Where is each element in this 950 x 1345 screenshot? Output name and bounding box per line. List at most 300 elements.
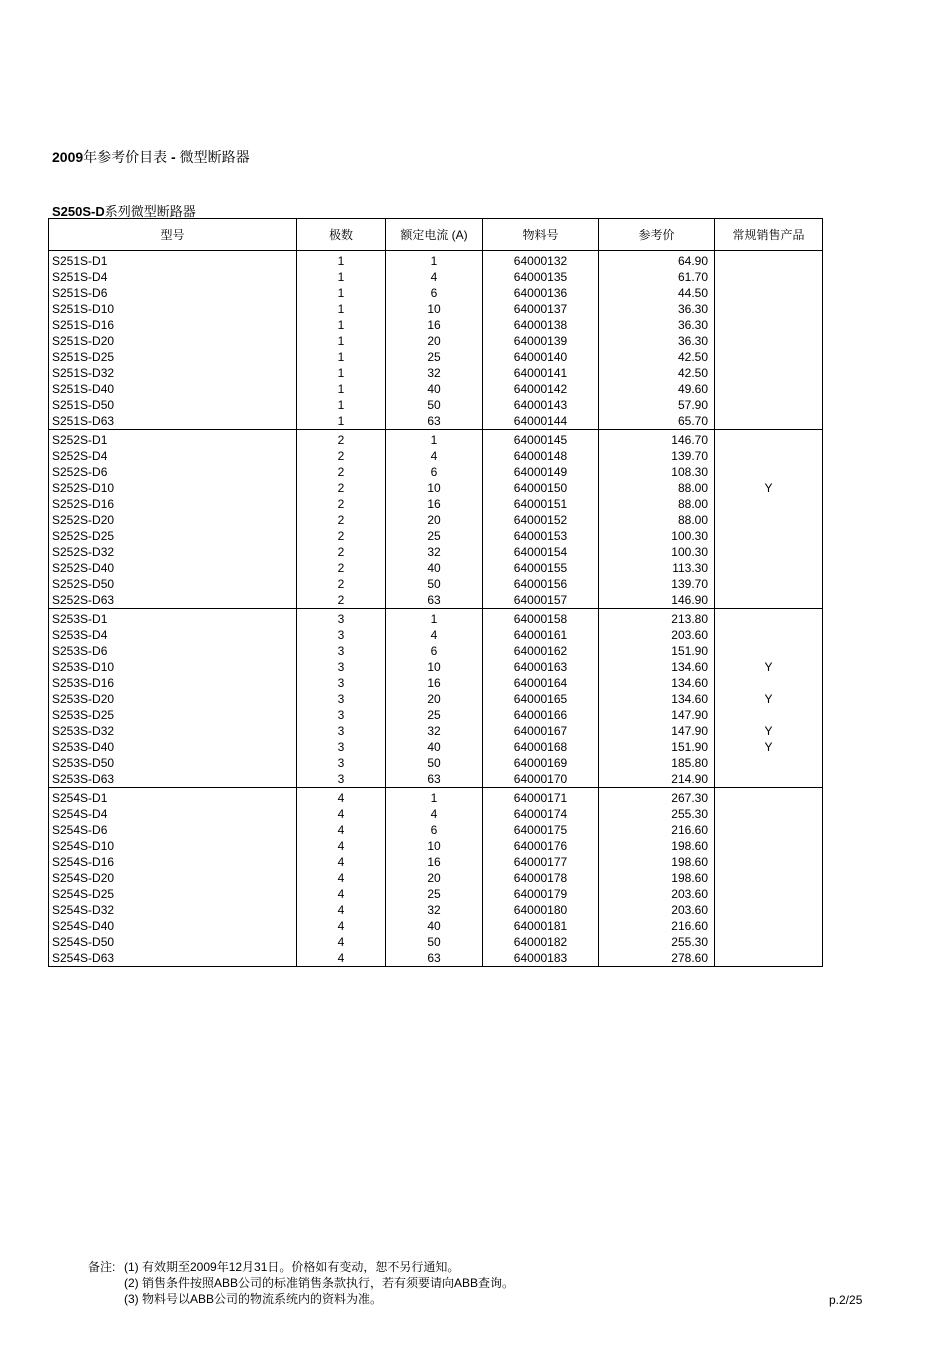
column-header-model: 型号 <box>49 219 297 251</box>
table-row <box>49 592 823 609</box>
cell-model: S252S-D20 <box>49 512 297 528</box>
cell-rated-current: 16 <box>386 675 483 691</box>
cell-rated-current: 40 <box>386 739 483 755</box>
column-header-poles: 极数 <box>297 219 386 251</box>
cell-model: S252S-D10 <box>49 480 297 496</box>
cell-material-number: 64000170 <box>483 771 599 788</box>
table-row <box>49 333 823 349</box>
cell-price: 198.60 <box>599 838 715 854</box>
cell-rated-current: 10 <box>386 838 483 854</box>
cell-material-number: 64000181 <box>483 918 599 934</box>
cell-regular-product <box>715 918 823 934</box>
cell-regular-product <box>715 251 823 270</box>
cell-material-number: 64000166 <box>483 707 599 723</box>
cell-material-number: 64000175 <box>483 822 599 838</box>
column-header-material-number: 物料号 <box>483 219 599 251</box>
cell-material-number: 64000161 <box>483 627 599 643</box>
cell-price: 49.60 <box>599 381 715 397</box>
cell-material-number: 64000135 <box>483 269 599 285</box>
cell-model: S251S-D63 <box>49 413 297 430</box>
cell-poles: 4 <box>297 870 386 886</box>
cell-regular-product <box>715 592 823 609</box>
cell-rated-current: 50 <box>386 755 483 771</box>
cell-rated-current: 25 <box>386 886 483 902</box>
table-row <box>49 838 823 854</box>
cell-model: S251S-D10 <box>49 301 297 317</box>
cell-poles: 4 <box>297 806 386 822</box>
cell-model: S254S-D4 <box>49 806 297 822</box>
table-row <box>49 397 823 413</box>
cell-regular-product: Y <box>715 480 823 496</box>
note-item: (2) 销售条件按照ABB公司的标准销售条款执行，若有须要请向ABB查询。 <box>124 1276 515 1290</box>
table-row <box>49 430 823 449</box>
table-row <box>49 576 823 592</box>
cell-poles: 2 <box>297 544 386 560</box>
cell-rated-current: 16 <box>386 854 483 870</box>
cell-price: 64.90 <box>599 251 715 270</box>
cell-rated-current: 25 <box>386 528 483 544</box>
notes-label: 备注: <box>88 1260 116 1274</box>
cell-poles: 1 <box>297 269 386 285</box>
table-row <box>49 544 823 560</box>
cell-price: 88.00 <box>599 480 715 496</box>
table-group <box>49 251 823 430</box>
cell-regular-product <box>715 317 823 333</box>
table-row <box>49 643 823 659</box>
table-row <box>49 902 823 918</box>
cell-material-number: 64000169 <box>483 755 599 771</box>
cell-material-number: 64000168 <box>483 739 599 755</box>
cell-model: S251S-D16 <box>49 317 297 333</box>
cell-model: S252S-D16 <box>49 496 297 512</box>
cell-material-number: 64000144 <box>483 413 599 430</box>
cell-rated-current: 10 <box>386 480 483 496</box>
cell-price: 57.90 <box>599 397 715 413</box>
cell-material-number: 64000183 <box>483 950 599 967</box>
cell-regular-product <box>715 269 823 285</box>
cell-price: 151.90 <box>599 643 715 659</box>
cell-poles: 3 <box>297 609 386 628</box>
cell-rated-current: 4 <box>386 269 483 285</box>
cell-price: 108.30 <box>599 464 715 480</box>
cell-rated-current: 63 <box>386 413 483 430</box>
cell-model: S253S-D6 <box>49 643 297 659</box>
cell-model: S252S-D40 <box>49 560 297 576</box>
cell-material-number: 64000149 <box>483 464 599 480</box>
cell-model: S253S-D40 <box>49 739 297 755</box>
cell-material-number: 64000154 <box>483 544 599 560</box>
table-row <box>49 771 823 788</box>
table-row <box>49 739 823 755</box>
table-row <box>49 806 823 822</box>
table-row <box>49 448 823 464</box>
cell-rated-current: 4 <box>386 627 483 643</box>
cell-poles: 1 <box>297 413 386 430</box>
cell-regular-product <box>715 430 823 449</box>
cell-rated-current: 16 <box>386 496 483 512</box>
page-title: 2009年参考价目表 - 微型断路器 <box>52 149 250 165</box>
cell-price: 61.70 <box>599 269 715 285</box>
cell-rated-current: 6 <box>386 464 483 480</box>
cell-regular-product <box>715 448 823 464</box>
cell-poles: 3 <box>297 771 386 788</box>
cell-rated-current: 10 <box>386 659 483 675</box>
cell-model: S251S-D4 <box>49 269 297 285</box>
cell-material-number: 64000140 <box>483 349 599 365</box>
cell-regular-product <box>715 838 823 854</box>
cell-material-number: 64000171 <box>483 788 599 807</box>
cell-regular-product <box>715 301 823 317</box>
cell-rated-current: 32 <box>386 544 483 560</box>
cell-poles: 2 <box>297 430 386 449</box>
cell-model: S253S-D20 <box>49 691 297 707</box>
cell-regular-product <box>715 285 823 301</box>
cell-model: S254S-D20 <box>49 870 297 886</box>
cell-material-number: 64000150 <box>483 480 599 496</box>
note-item: (3) 物料号以ABB公司的物流系统内的资料为准。 <box>124 1292 383 1306</box>
cell-model: S252S-D6 <box>49 464 297 480</box>
column-header-reference-price: 参考价 <box>599 219 715 251</box>
cell-price: 134.60 <box>599 675 715 691</box>
cell-rated-current: 50 <box>386 934 483 950</box>
cell-regular-product: Y <box>715 691 823 707</box>
cell-material-number: 64000142 <box>483 381 599 397</box>
cell-material-number: 64000138 <box>483 317 599 333</box>
cell-price: 134.60 <box>599 691 715 707</box>
cell-material-number: 64000153 <box>483 528 599 544</box>
table-row <box>49 464 823 480</box>
table-row <box>49 675 823 691</box>
cell-price: 151.90 <box>599 739 715 755</box>
table-row <box>49 301 823 317</box>
cell-poles: 2 <box>297 512 386 528</box>
cell-model: S254S-D40 <box>49 918 297 934</box>
cell-material-number: 64000182 <box>483 934 599 950</box>
cell-regular-product: Y <box>715 723 823 739</box>
cell-material-number: 64000132 <box>483 251 599 270</box>
cell-price: 255.30 <box>599 806 715 822</box>
cell-poles: 2 <box>297 592 386 609</box>
cell-model: S253S-D25 <box>49 707 297 723</box>
cell-poles: 3 <box>297 643 386 659</box>
cell-regular-product <box>715 528 823 544</box>
cell-material-number: 64000167 <box>483 723 599 739</box>
cell-price: 42.50 <box>599 365 715 381</box>
cell-regular-product <box>715 627 823 643</box>
cell-poles: 1 <box>297 317 386 333</box>
cell-rated-current: 1 <box>386 609 483 628</box>
cell-rated-current: 63 <box>386 592 483 609</box>
cell-price: 88.00 <box>599 496 715 512</box>
cell-rated-current: 1 <box>386 430 483 449</box>
cell-poles: 4 <box>297 854 386 870</box>
cell-regular-product <box>715 333 823 349</box>
cell-price: 198.60 <box>599 870 715 886</box>
cell-material-number: 64000179 <box>483 886 599 902</box>
cell-poles: 3 <box>297 707 386 723</box>
cell-rated-current: 32 <box>386 723 483 739</box>
table-group <box>49 609 823 788</box>
table-row <box>49 918 823 934</box>
page-number: p.2/25 <box>829 1293 863 1307</box>
cell-model: S251S-D6 <box>49 285 297 301</box>
cell-price: 146.70 <box>599 430 715 449</box>
cell-rated-current: 25 <box>386 707 483 723</box>
cell-material-number: 64000145 <box>483 430 599 449</box>
cell-regular-product <box>715 675 823 691</box>
cell-price: 267.30 <box>599 788 715 807</box>
cell-model: S252S-D1 <box>49 430 297 449</box>
cell-regular-product: Y <box>715 739 823 755</box>
table-row <box>49 755 823 771</box>
cell-poles: 3 <box>297 659 386 675</box>
cell-material-number: 64000141 <box>483 365 599 381</box>
cell-material-number: 64000137 <box>483 301 599 317</box>
table-row <box>49 285 823 301</box>
note-item: (1) 有效期至2009年12月31日。价格如有变动，恕不另行通知。 <box>124 1260 460 1274</box>
cell-poles: 4 <box>297 934 386 950</box>
cell-material-number: 64000164 <box>483 675 599 691</box>
cell-model: S254S-D16 <box>49 854 297 870</box>
cell-regular-product <box>715 707 823 723</box>
cell-poles: 3 <box>297 739 386 755</box>
cell-poles: 4 <box>297 838 386 854</box>
cell-rated-current: 6 <box>386 643 483 659</box>
cell-material-number: 64000139 <box>483 333 599 349</box>
cell-model: S251S-D50 <box>49 397 297 413</box>
cell-price: 134.60 <box>599 659 715 675</box>
cell-regular-product <box>715 950 823 967</box>
cell-material-number: 64000148 <box>483 448 599 464</box>
cell-rated-current: 1 <box>386 251 483 270</box>
cell-material-number: 64000151 <box>483 496 599 512</box>
cell-regular-product <box>715 854 823 870</box>
cell-price: 44.50 <box>599 285 715 301</box>
cell-rated-current: 4 <box>386 806 483 822</box>
cell-regular-product <box>715 349 823 365</box>
cell-model: S253S-D1 <box>49 609 297 628</box>
cell-regular-product <box>715 397 823 413</box>
cell-poles: 4 <box>297 950 386 967</box>
cell-poles: 3 <box>297 675 386 691</box>
column-header-regular-product: 常规销售产品 <box>715 219 823 251</box>
cell-material-number: 64000136 <box>483 285 599 301</box>
cell-rated-current: 20 <box>386 333 483 349</box>
cell-regular-product <box>715 365 823 381</box>
table-row <box>49 886 823 902</box>
cell-price: 139.70 <box>599 448 715 464</box>
cell-poles: 2 <box>297 464 386 480</box>
cell-price: 185.80 <box>599 755 715 771</box>
table-row <box>49 788 823 807</box>
cell-regular-product <box>715 870 823 886</box>
cell-price: 42.50 <box>599 349 715 365</box>
cell-regular-product <box>715 576 823 592</box>
cell-regular-product <box>715 496 823 512</box>
cell-poles: 4 <box>297 788 386 807</box>
cell-regular-product <box>715 464 823 480</box>
cell-rated-current: 6 <box>386 822 483 838</box>
table-header-row <box>49 219 823 251</box>
table-row <box>49 381 823 397</box>
table-row <box>49 934 823 950</box>
cell-rated-current: 20 <box>386 870 483 886</box>
cell-rated-current: 50 <box>386 576 483 592</box>
cell-price: 216.60 <box>599 918 715 934</box>
cell-poles: 1 <box>297 381 386 397</box>
cell-price: 65.70 <box>599 413 715 430</box>
cell-poles: 2 <box>297 448 386 464</box>
cell-rated-current: 10 <box>386 301 483 317</box>
table-row <box>49 512 823 528</box>
cell-rated-current: 32 <box>386 902 483 918</box>
cell-model: S254S-D1 <box>49 788 297 807</box>
cell-rated-current: 40 <box>386 560 483 576</box>
table-row <box>49 413 823 430</box>
cell-price: 139.70 <box>599 576 715 592</box>
cell-model: S252S-D4 <box>49 448 297 464</box>
cell-price: 36.30 <box>599 301 715 317</box>
cell-regular-product: Y <box>715 659 823 675</box>
table-row <box>49 950 823 967</box>
cell-price: 36.30 <box>599 317 715 333</box>
cell-regular-product <box>715 609 823 628</box>
table-row <box>49 609 823 628</box>
cell-regular-product <box>715 512 823 528</box>
cell-rated-current: 1 <box>386 788 483 807</box>
table-row <box>49 251 823 270</box>
cell-material-number: 64000178 <box>483 870 599 886</box>
cell-poles: 3 <box>297 723 386 739</box>
cell-model: S254S-D50 <box>49 934 297 950</box>
cell-regular-product <box>715 934 823 950</box>
cell-price: 213.80 <box>599 609 715 628</box>
cell-model: S254S-D6 <box>49 822 297 838</box>
cell-price: 147.90 <box>599 723 715 739</box>
cell-poles: 4 <box>297 918 386 934</box>
cell-model: S253S-D32 <box>49 723 297 739</box>
cell-regular-product <box>715 788 823 807</box>
cell-regular-product <box>715 560 823 576</box>
cell-price: 113.30 <box>599 560 715 576</box>
cell-price: 255.30 <box>599 934 715 950</box>
table-row <box>49 659 823 675</box>
cell-regular-product <box>715 902 823 918</box>
cell-material-number: 64000176 <box>483 838 599 854</box>
table-row <box>49 691 823 707</box>
cell-model: S254S-D25 <box>49 886 297 902</box>
cell-poles: 2 <box>297 480 386 496</box>
cell-price: 100.30 <box>599 528 715 544</box>
cell-model: S254S-D32 <box>49 902 297 918</box>
price-table <box>48 218 823 967</box>
cell-material-number: 64000156 <box>483 576 599 592</box>
table-row <box>49 822 823 838</box>
table-row <box>49 528 823 544</box>
cell-rated-current: 4 <box>386 448 483 464</box>
cell-price: 146.90 <box>599 592 715 609</box>
cell-poles: 1 <box>297 251 386 270</box>
cell-poles: 1 <box>297 285 386 301</box>
table-row <box>49 560 823 576</box>
notes <box>88 1259 514 1307</box>
table-row <box>49 627 823 643</box>
cell-price: 203.60 <box>599 627 715 643</box>
cell-price: 216.60 <box>599 822 715 838</box>
table-row <box>49 854 823 870</box>
cell-rated-current: 20 <box>386 512 483 528</box>
cell-poles: 3 <box>297 755 386 771</box>
cell-material-number: 64000174 <box>483 806 599 822</box>
cell-regular-product <box>715 771 823 788</box>
cell-model: S252S-D32 <box>49 544 297 560</box>
cell-material-number: 64000163 <box>483 659 599 675</box>
cell-poles: 1 <box>297 333 386 349</box>
cell-price: 36.30 <box>599 333 715 349</box>
cell-model: S251S-D1 <box>49 251 297 270</box>
cell-model: S251S-D25 <box>49 349 297 365</box>
cell-rated-current: 16 <box>386 317 483 333</box>
cell-price: 203.60 <box>599 902 715 918</box>
cell-model: S252S-D25 <box>49 528 297 544</box>
cell-price: 214.90 <box>599 771 715 788</box>
cell-regular-product <box>715 755 823 771</box>
cell-price: 88.00 <box>599 512 715 528</box>
table-row <box>49 349 823 365</box>
cell-poles: 3 <box>297 691 386 707</box>
cell-poles: 1 <box>297 349 386 365</box>
table-row <box>49 480 823 496</box>
table-row <box>49 870 823 886</box>
cell-poles: 2 <box>297 576 386 592</box>
cell-poles: 4 <box>297 822 386 838</box>
cell-model: S253S-D4 <box>49 627 297 643</box>
cell-model: S254S-D10 <box>49 838 297 854</box>
cell-price: 203.60 <box>599 886 715 902</box>
cell-regular-product <box>715 822 823 838</box>
cell-poles: 1 <box>297 397 386 413</box>
cell-model: S252S-D50 <box>49 576 297 592</box>
cell-poles: 2 <box>297 560 386 576</box>
cell-regular-product <box>715 413 823 430</box>
cell-model: S254S-D63 <box>49 950 297 967</box>
cell-price: 278.60 <box>599 950 715 967</box>
table-row <box>49 707 823 723</box>
cell-rated-current: 50 <box>386 397 483 413</box>
cell-regular-product <box>715 544 823 560</box>
cell-price: 198.60 <box>599 854 715 870</box>
table-group <box>49 430 823 609</box>
table-row <box>49 365 823 381</box>
cell-rated-current: 40 <box>386 918 483 934</box>
cell-material-number: 64000152 <box>483 512 599 528</box>
cell-rated-current: 63 <box>386 771 483 788</box>
table-row <box>49 723 823 739</box>
cell-poles: 1 <box>297 365 386 381</box>
cell-regular-product <box>715 643 823 659</box>
cell-model: S251S-D40 <box>49 381 297 397</box>
cell-rated-current: 32 <box>386 365 483 381</box>
cell-regular-product <box>715 886 823 902</box>
cell-model: S253S-D10 <box>49 659 297 675</box>
column-header-rated-current: 额定电流 (A) <box>386 219 483 251</box>
cell-material-number: 64000158 <box>483 609 599 628</box>
cell-rated-current: 63 <box>386 950 483 967</box>
section-title: S250S-D系列微型断路器 <box>52 204 196 219</box>
cell-price: 147.90 <box>599 707 715 723</box>
table-row <box>49 269 823 285</box>
cell-poles: 1 <box>297 301 386 317</box>
